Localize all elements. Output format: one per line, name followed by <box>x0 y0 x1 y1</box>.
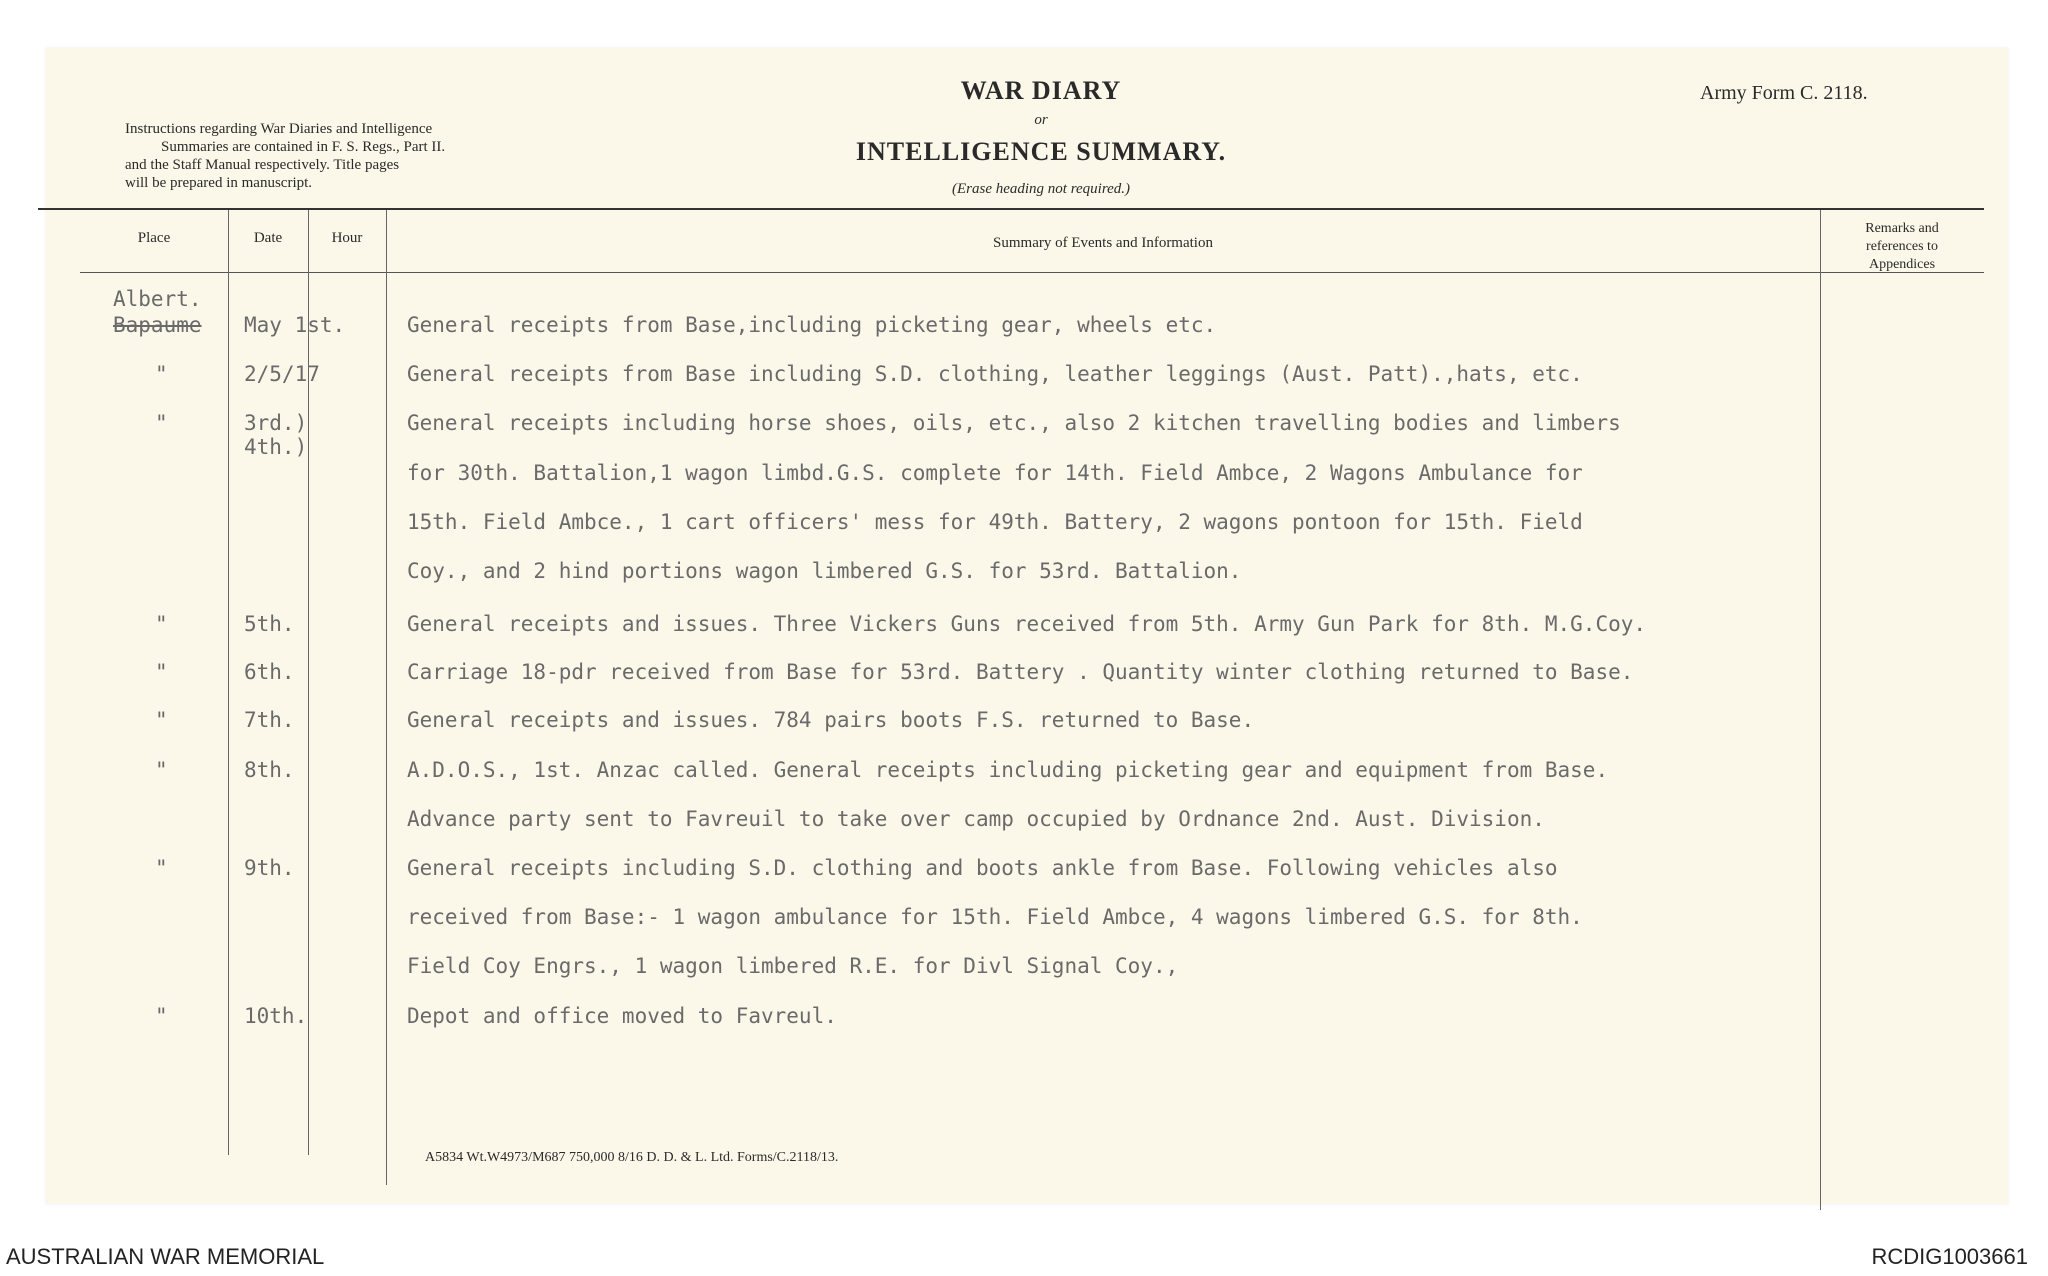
entry-line: for 30th. Battalion,1 wagon limbd.G.S. complete for 14th. Field Ambce, 2 Wagons Ambulance for <box>407 461 1583 485</box>
instructions-line: and the Staff Manual respectively. Title pages <box>125 157 400 173</box>
entry-line: General receipts from Base,including picketing gear, wheels etc. <box>407 313 1217 337</box>
entry-line: 15th. Field Ambce., 1 cart officers' mess for 49th. Battery, 2 wagons pontoon for 15th. Field <box>407 510 1583 534</box>
column-header-hour: Hour <box>331 230 363 246</box>
date-cell: 8th. <box>244 758 295 782</box>
date-cell: 4th.) <box>244 435 308 459</box>
place-ditto: " <box>155 1004 168 1028</box>
table-header-rule <box>80 272 1984 273</box>
entry-line: Coy., and 2 hind portions wagon limbered G.S. for 53rd. Battalion. <box>407 559 1242 583</box>
date-cell: 6th. <box>244 660 295 684</box>
table-top-rule <box>38 208 1984 210</box>
entry-line: General receipts including horse shoes, oils, etc., also 2 kitchen travelling bodies and limbers <box>407 411 1621 435</box>
place-cell-struck: Bapaume <box>113 313 202 337</box>
date-cell: 2/5/17 <box>244 362 320 386</box>
entry-line: Advance party sent to Favreuil to take over camp occupied by Ordnance 2nd. Aust. Division. <box>407 807 1545 831</box>
date-cell: 7th. <box>244 708 295 732</box>
archive-caption: AUSTRALIAN WAR MEMORIAL <box>6 1244 325 1269</box>
erase-note: (Erase heading not required.) <box>951 181 1131 197</box>
date-cell: 9th. <box>244 856 295 880</box>
column-divider <box>386 210 387 1185</box>
entry-line: Depot and office moved to Favreul. <box>407 1004 837 1028</box>
record-id: RCDIG1003661 <box>1871 1244 2028 1269</box>
remarks-header-line: Appendices <box>1868 257 1936 272</box>
date-cell: 3rd.) <box>244 411 308 435</box>
entry-line: A.D.O.S., 1st. Anzac called. General receipts including picketing gear and equipment from Base. <box>407 758 1609 782</box>
instructions-line: Instructions regarding War Diaries and Intelligence <box>125 121 433 137</box>
place-ditto: " <box>155 708 168 732</box>
place-ditto: " <box>155 856 168 880</box>
date-cell: 10th. <box>244 1004 308 1028</box>
column-divider <box>1820 210 1821 1210</box>
column-divider <box>308 210 309 1155</box>
print-code: A5834 Wt.W4973/M687 750,000 8/16 D. D. & L. Ltd. Forms/C.2118/13. <box>425 1150 839 1165</box>
entry-line: Carriage 18-pdr received from Base for 53rd. Battery . Quantity winter clothing returned to Base. <box>407 660 1634 684</box>
entry-line: General receipts including S.D. clothing and boots ankle from Base. Following vehicles also <box>407 856 1558 880</box>
column-divider <box>228 210 229 1155</box>
date-cell: 5th. <box>244 612 295 636</box>
entry-line: General receipts from Base including S.D. clothing, leather leggings (Aust. Patt).,hats, etc. <box>407 362 1583 386</box>
place-ditto: " <box>155 612 168 636</box>
date-cell: May 1st. <box>244 313 346 337</box>
remarks-header-line: Remarks and <box>1865 221 1939 236</box>
column-header-remarks <box>1820 220 1984 274</box>
entry-line: General receipts and issues. Three Vickers Guns received from 5th. Army Gun Park for 8th. M.G.Coy. <box>407 612 1647 636</box>
entry-line: Field Coy Engrs., 1 wagon limbered R.E. for Divl Signal Coy., <box>407 954 1179 978</box>
column-header-place: Place <box>137 230 171 246</box>
place-cell: Albert. <box>113 287 202 311</box>
remarks-header-line: references to <box>1866 239 1938 254</box>
form-title: WAR DIARY <box>960 76 1122 105</box>
place-ditto: " <box>155 411 168 435</box>
form-or: or <box>1034 112 1048 128</box>
column-header-date: Date <box>253 230 283 246</box>
entry-line: General receipts and issues. 784 pairs boots F.S. returned to Base. <box>407 708 1255 732</box>
entry-line: received from Base:- 1 wagon ambulance for 15th. Field Ambce, 4 wagons limbered G.S. for 8th. <box>407 905 1583 929</box>
instructions-line: Summaries are contained in F. S. Regs., Part II. <box>161 139 446 155</box>
place-ditto: " <box>155 362 168 386</box>
column-header-summary: Summary of Events and Information <box>993 235 1213 251</box>
form-subtitle: INTELLIGENCE SUMMARY. <box>855 137 1227 166</box>
place-ditto: " <box>155 660 168 684</box>
place-ditto: " <box>155 758 168 782</box>
form-number: Army Form C. 2118. <box>1700 82 1868 104</box>
instructions-line: will be prepared in manuscript. <box>125 175 313 191</box>
